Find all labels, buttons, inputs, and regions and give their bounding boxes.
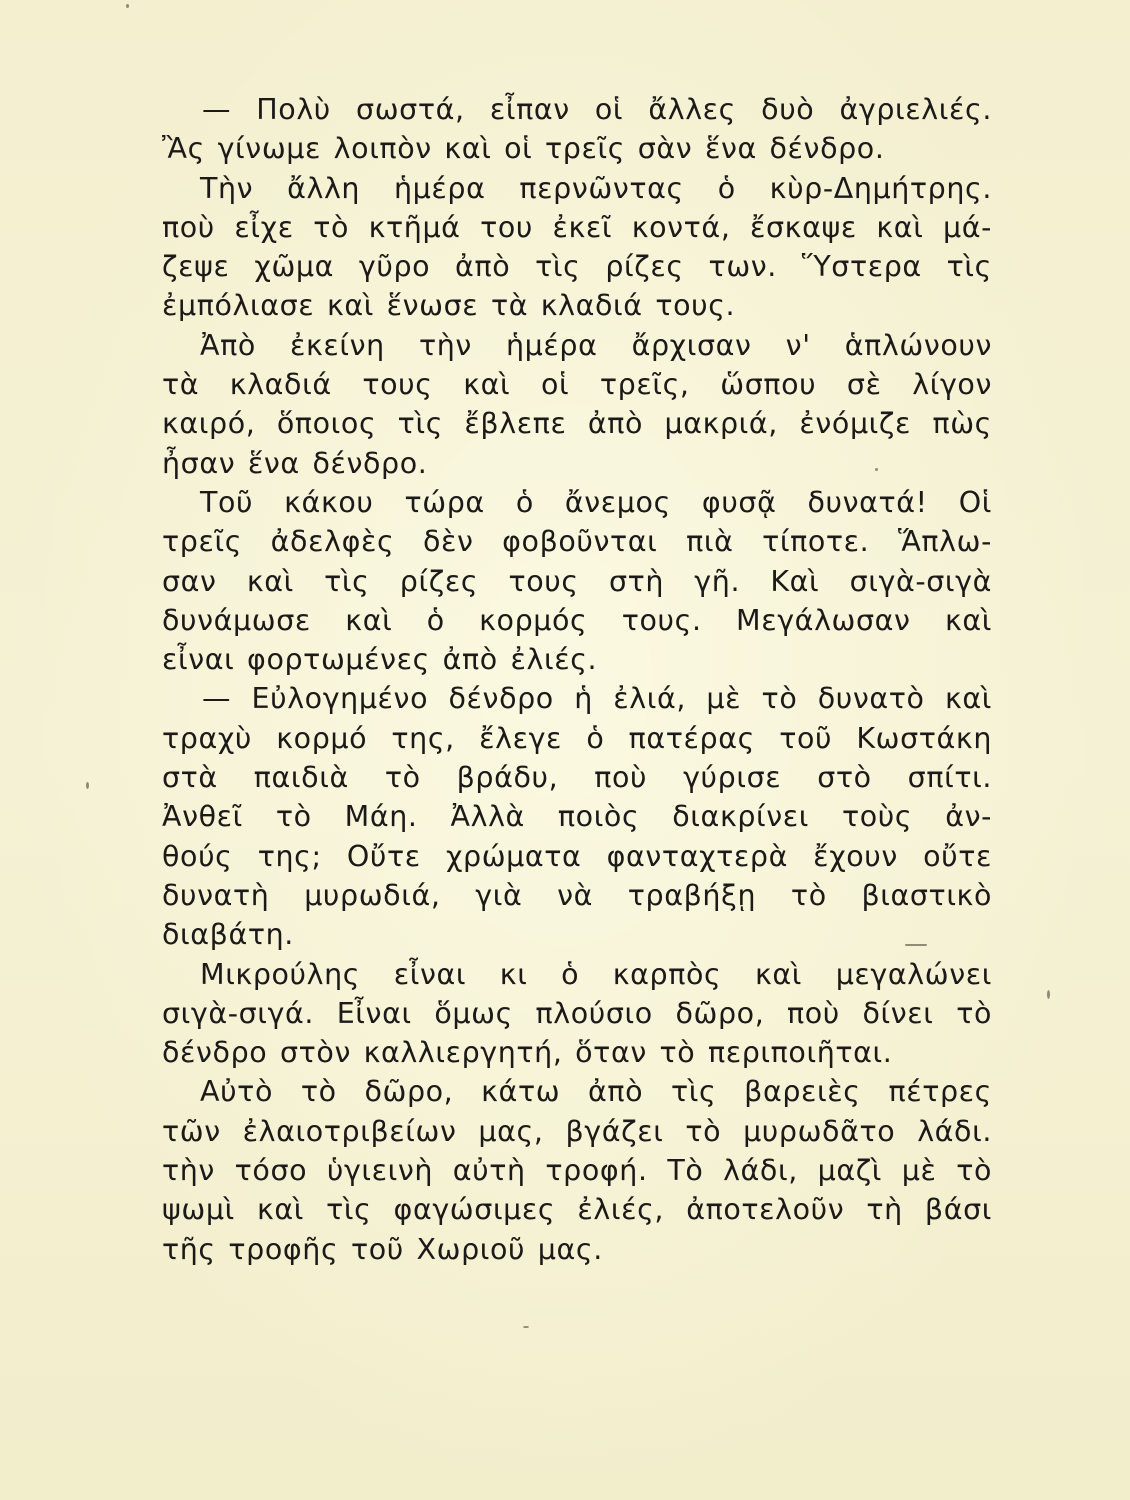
text-line: εἶναι φορτωμένες ἀπὸ ἐλιές.	[162, 643, 598, 677]
text-line: ψωμὶ καὶ τὶς φαγώσιμες ἐλιές, ἀποτελοῦν τὴ βάσι	[162, 1193, 992, 1227]
text-line: Μικρούλης εἶναι κι ὁ καρπὸς καὶ μεγαλώνει	[200, 957, 992, 991]
text-line: ἦσαν ἕνα δένδρο.	[162, 446, 428, 480]
text-line: δένδρο στὸν καλλιεργητή, ὅταν τὸ περιποιῆται.	[162, 1036, 893, 1070]
paper-speck	[523, 1326, 529, 1328]
text-line: Τοῦ κάκου τώρα ὁ ἄνεμος φυσᾷ δυνατά! Οἱ	[200, 485, 992, 519]
text-line: Τὴν ἄλλη ἡμέρα περνῶντας ὁ κὺρ-Δημήτρης.	[200, 171, 992, 205]
paper-speck	[126, 4, 129, 8]
text-line: θούς της; Οὔτε χρώματα φανταχτερὰ ἔχουν οὔτε	[162, 839, 992, 873]
text-line: Αὐτὸ τὸ δῶρο, κάτω ἀπὸ τὶς βαρειὲς πέτρες	[200, 1075, 992, 1109]
paper-speck	[905, 944, 927, 946]
paper-speck	[1047, 990, 1050, 999]
text-line: — Εὐλογημένο δένδρο ἡ ἐλιά, μὲ τὸ δυνατὸ καὶ	[202, 682, 992, 716]
paper-speck	[86, 782, 89, 789]
text-line: δυνάμωσε καὶ ὁ κορμός τους. Μεγάλωσαν καὶ	[162, 603, 992, 637]
text-line: Ἀνθεῖ τὸ Μάη. Ἀλλὰ ποιὸς διακρίνει τοὺς ἀν-	[162, 800, 992, 834]
paper-speck	[875, 468, 878, 471]
body-text	[162, 90, 992, 1269]
text-line: ἐμπόλιασε καὶ ἕνωσε τὰ κλαδιά τους.	[162, 289, 736, 323]
text-line: δυνατὴ μυρωδιά, γιὰ νὰ τραβήξῃ τὸ βιαστικὸ	[162, 878, 992, 912]
text-line: — Πολὺ σωστά, εἶπαν οἱ ἄλλες δυὸ ἀγριελιές.	[202, 93, 992, 126]
text-line: ποὺ εἶχε τὸ κτῆμά του ἐκεῖ κοντά, ἔσκαψε καὶ μά-	[162, 210, 992, 244]
text-line: Ἀπὸ ἐκείνη τὴν ἡμέρα ἄρχισαν ν' ἁπλώνουν	[200, 328, 992, 362]
text-line: διαβάτη.	[162, 918, 294, 952]
text-line: ζεψε χῶμα γῦρο ἀπὸ τὶς ρίζες των. Ὕστερα τὶς	[162, 250, 992, 284]
text-line: τῆς τροφῆς τοῦ Χωριοῦ μας.	[162, 1232, 603, 1266]
text-line: τὴν τόσο ὑγιεινὴ αὐτὴ τροφή. Τὸ λάδι, μαζὶ μὲ τὸ	[162, 1154, 992, 1188]
text-line: τραχὺ κορμό της, ἔλεγε ὁ πατέρας τοῦ Κωστάκη	[162, 721, 992, 755]
text-line: τρεῖς ἀδελφὲς δὲν φοβοῦνται πιὰ τίποτε. Ἅπλω-	[162, 525, 992, 559]
text-line: καιρό, ὅποιος τὶς ἔβλεπε ἀπὸ μακριά, ἐνόμιζε πὼς	[162, 407, 992, 441]
text-line: Ἂς γίνωμε λοιπὸν καὶ οἱ τρεῖς σὰν ἕνα δένδρο.	[162, 132, 885, 166]
text-line: σαν καὶ τὶς ρίζες τους στὴ γῆ. Καὶ σιγὰ-σιγὰ	[162, 564, 992, 598]
text-line: σιγὰ-σιγά. Εἶναι ὅμως πλούσιο δῶρο, ποὺ δίνει τὸ	[162, 996, 992, 1030]
text-line: τῶν ἐλαιοτριβείων μας, βγάζει τὸ μυρωδᾶτο λάδι.	[162, 1114, 992, 1148]
text-line: τὰ κλαδιά τους καὶ οἱ τρεῖς, ὥσπου σὲ λίγον	[162, 368, 992, 402]
text-line: στὰ παιδιὰ τὸ βράδυ, ποὺ γύρισε στὸ σπίτι.	[162, 761, 992, 795]
